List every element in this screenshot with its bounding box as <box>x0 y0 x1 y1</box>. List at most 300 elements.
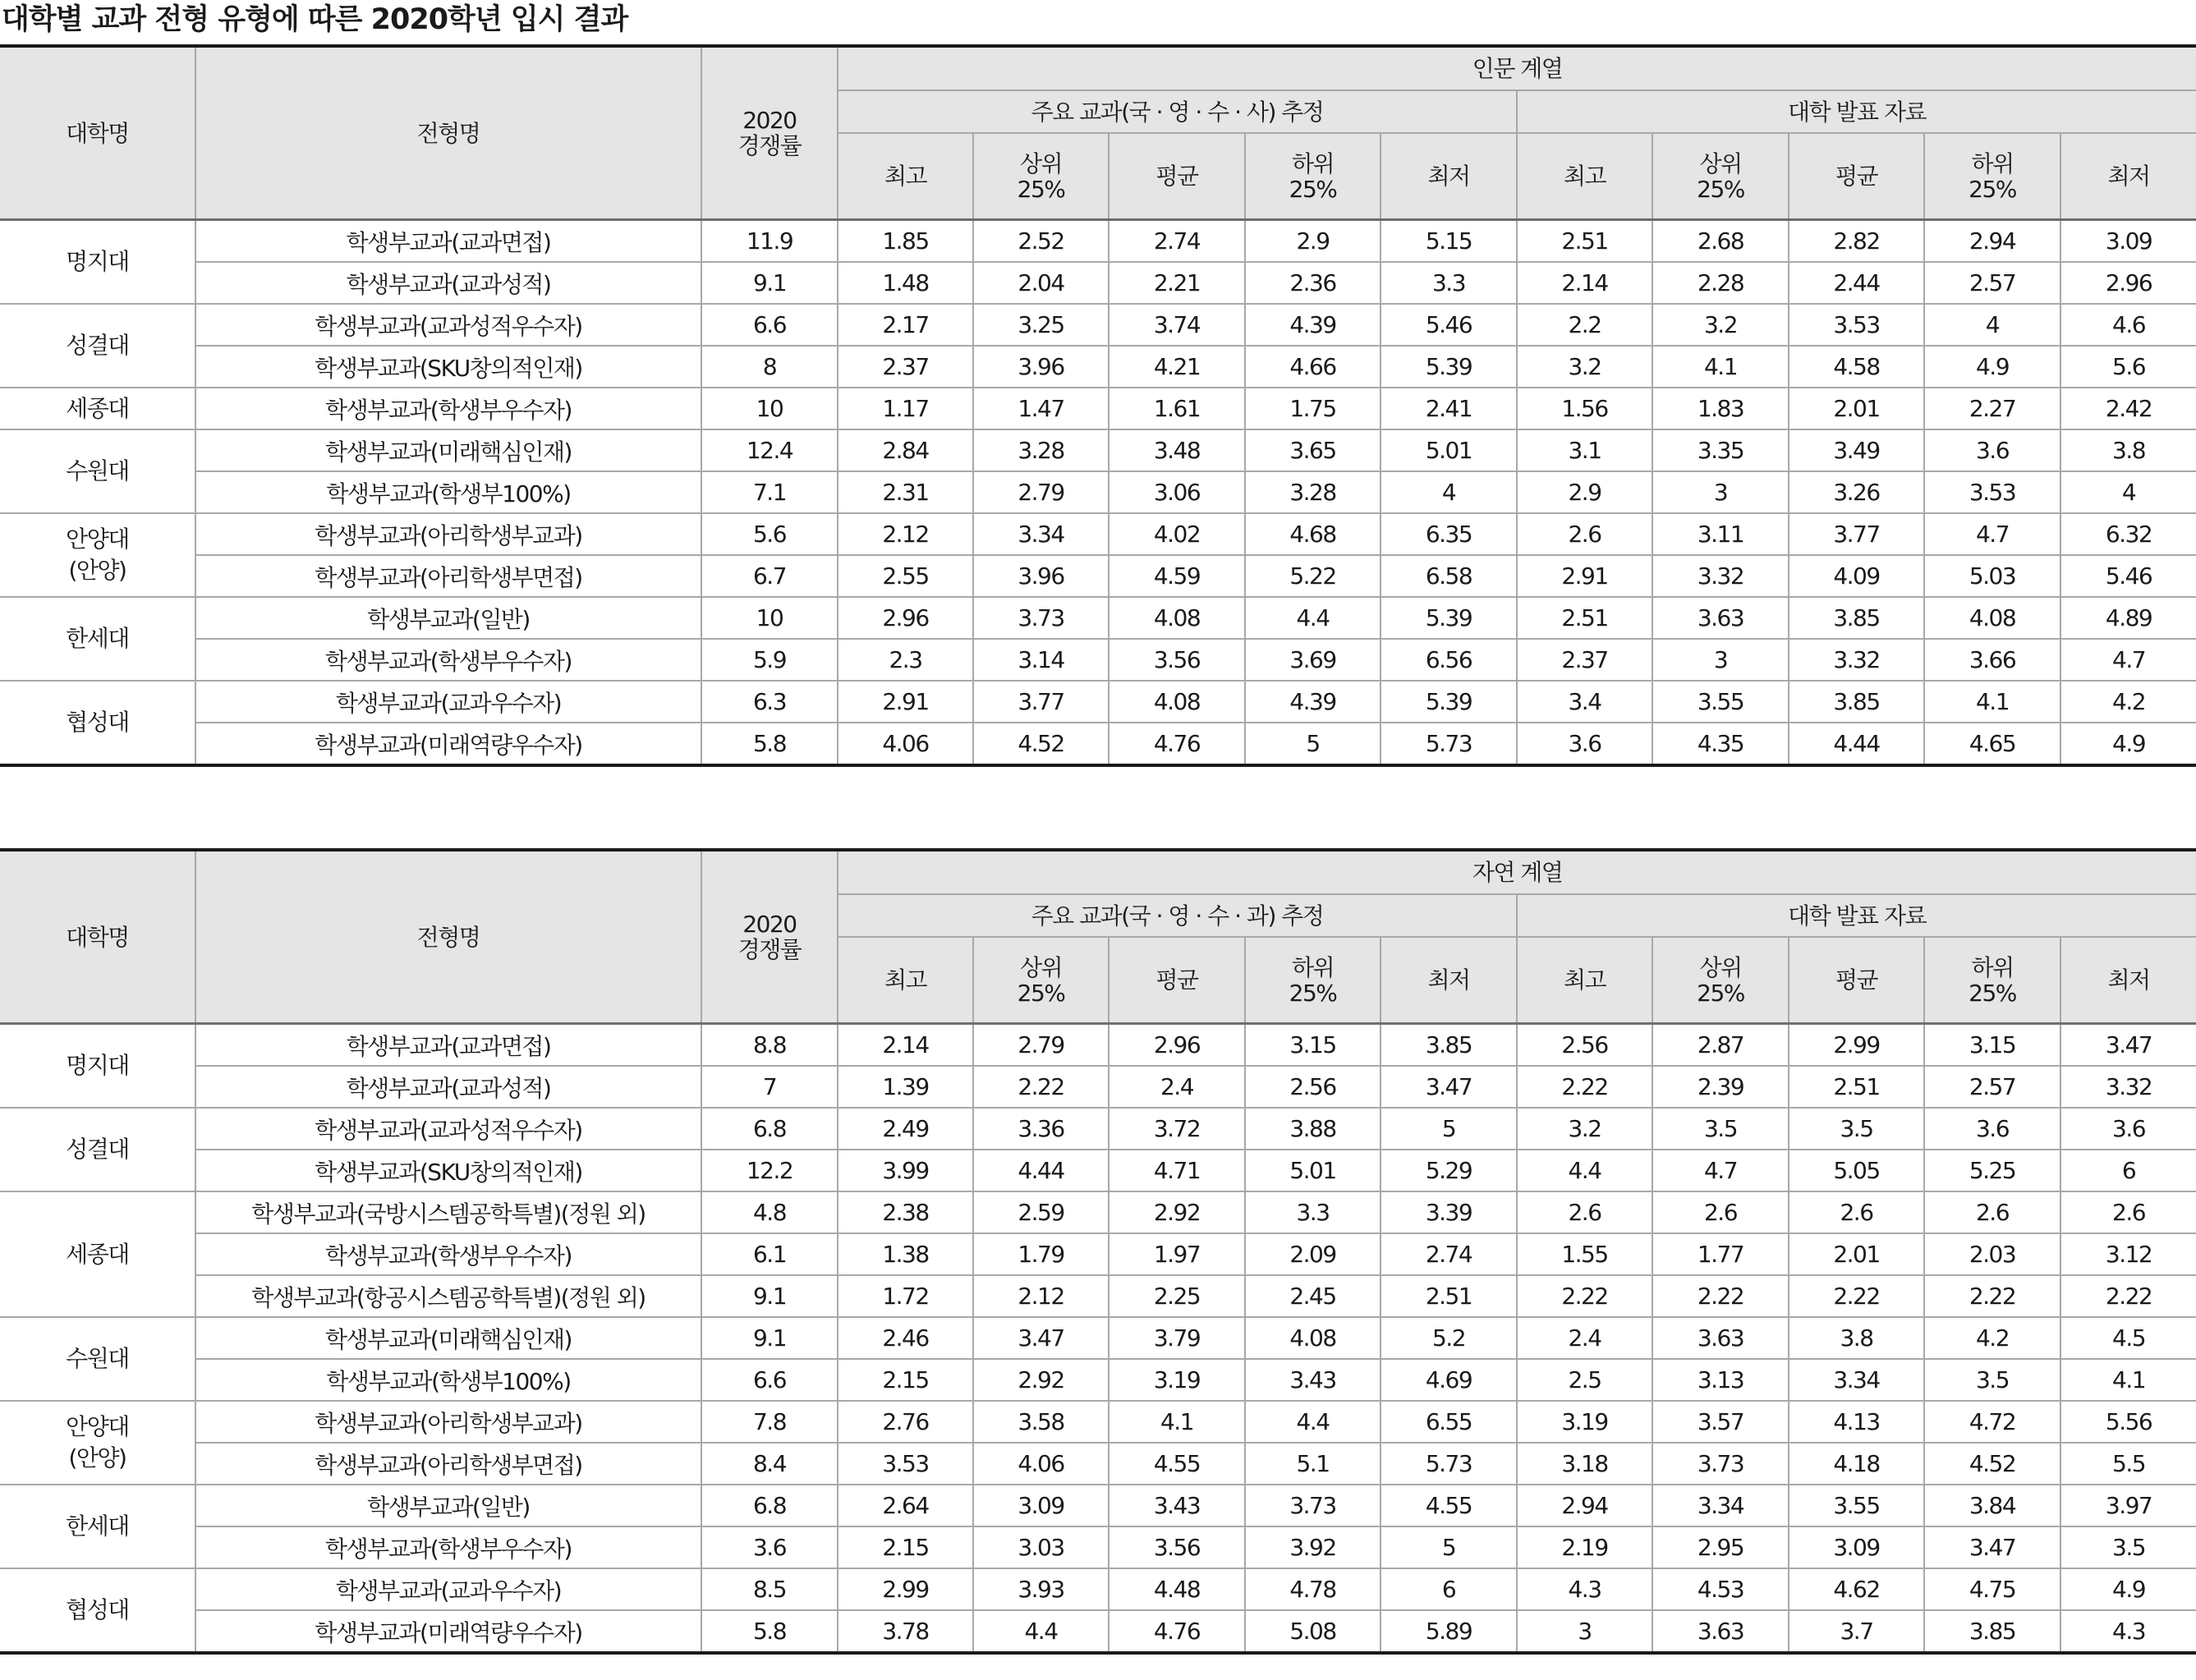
table-row <box>0 555 2196 597</box>
university-header: 대학명 <box>0 46 195 220</box>
estimated-lowest-cell: 6.58 <box>1381 555 1517 597</box>
estimated-average-cell: 4.02 <box>1109 513 1245 555</box>
estimated-average-cell: 3.43 <box>1109 1485 1245 1526</box>
official-data-header: 대학 발표 자료 <box>1517 894 2196 937</box>
estimated-highest-cell: 2.15 <box>838 1526 973 1568</box>
estimated-top-25-cell: 3.36 <box>973 1108 1109 1150</box>
estimated-lowest-cell: 5 <box>1381 1526 1517 1568</box>
competition-rate-cell: 6.8 <box>701 1108 838 1150</box>
competition-rate-cell: 7.8 <box>701 1401 838 1443</box>
estimated-highest-cell: 2.3 <box>838 639 973 681</box>
estimated-top-25-cell: 3.34 <box>973 513 1109 555</box>
official-bottom-25-cell: 4.52 <box>1924 1443 2060 1485</box>
official-top-25-cell: 3.63 <box>1652 597 1789 639</box>
estimated-average-cell: 4.59 <box>1109 555 1245 597</box>
official-highest-cell: 2.5 <box>1517 1359 1652 1401</box>
estimated-highest-cell: 2.14 <box>838 1024 973 1067</box>
field-group-header: 자연 계열 <box>838 850 2196 894</box>
estimated-lowest-cell: 3.47 <box>1381 1066 1517 1108</box>
university-name-cell: 성결대 <box>0 1108 195 1191</box>
estimated-average-cell: 4.71 <box>1109 1150 1245 1191</box>
official-data-header: 대학 발표 자료 <box>1517 90 2196 133</box>
official-lowest-cell: 3.09 <box>2060 220 2196 263</box>
table-row <box>0 346 2196 388</box>
estimated-lowest-cell: 6.55 <box>1381 1401 1517 1443</box>
official-top-25-header: 상위 25% <box>1652 133 1789 220</box>
estimated-average-cell: 1.61 <box>1109 388 1245 429</box>
official-bottom-25-cell: 2.57 <box>1924 1066 2060 1108</box>
competition-rate-cell: 9.1 <box>701 1275 838 1317</box>
official-highest-cell: 1.56 <box>1517 388 1652 429</box>
official-average-cell: 3.77 <box>1789 513 1924 555</box>
estimated-lowest-cell: 6.35 <box>1381 513 1517 555</box>
estimated-lowest-cell: 4.55 <box>1381 1485 1517 1526</box>
estimated-average-cell: 3.79 <box>1109 1317 1245 1359</box>
competition-rate-cell: 5.8 <box>701 1610 838 1653</box>
official-average-cell: 3.53 <box>1789 304 1924 346</box>
official-top-25-cell: 1.83 <box>1652 388 1789 429</box>
competition-rate-cell: 6.6 <box>701 304 838 346</box>
university-name-cell: 안양대 (안양) <box>0 1401 195 1485</box>
estimated-top-25-cell: 2.04 <box>973 262 1109 304</box>
estimated-lowest-cell: 4.69 <box>1381 1359 1517 1401</box>
official-average-cell: 3.85 <box>1789 597 1924 639</box>
estimated-highest-header: 최고 <box>838 133 973 220</box>
admission-type-cell: 학생부교과(미래핵심인재) <box>195 1317 701 1359</box>
table-row <box>0 471 2196 513</box>
university-name-cell: 세종대 <box>0 388 195 429</box>
estimated-lowest-cell: 5.73 <box>1381 1443 1517 1485</box>
official-average-cell: 4.58 <box>1789 346 1924 388</box>
estimated-bottom-25-header: 하위 25% <box>1245 937 1381 1024</box>
official-bottom-25-cell: 2.6 <box>1924 1191 2060 1233</box>
official-bottom-25-cell: 4.08 <box>1924 597 2060 639</box>
official-lowest-cell: 6 <box>2060 1150 2196 1191</box>
admission-type-cell: 학생부교과(국방시스템공학특별)(정원 외) <box>195 1191 701 1233</box>
estimated-bottom-25-cell: 2.56 <box>1245 1066 1381 1108</box>
admission-type-cell: 학생부교과(SKU창의적인재) <box>195 1150 701 1191</box>
university-name-cell: 성결대 <box>0 304 195 388</box>
estimated-highest-cell: 2.84 <box>838 429 973 471</box>
estimated-average-cell: 3.74 <box>1109 304 1245 346</box>
admission-type-cell: 학생부교과(교과성적) <box>195 1066 701 1108</box>
official-average-cell: 2.99 <box>1789 1024 1924 1067</box>
official-highest-cell: 3.4 <box>1517 681 1652 723</box>
estimated-top-25-cell: 3.03 <box>973 1526 1109 1568</box>
table-row <box>0 1233 2196 1275</box>
official-highest-cell: 2.91 <box>1517 555 1652 597</box>
estimated-lowest-cell: 5.39 <box>1381 346 1517 388</box>
official-top-25-cell: 2.95 <box>1652 1526 1789 1568</box>
official-lowest-cell: 3.8 <box>2060 429 2196 471</box>
estimated-highest-cell: 2.76 <box>838 1401 973 1443</box>
estimated-top-25-cell: 2.79 <box>973 471 1109 513</box>
official-top-25-cell: 3 <box>1652 471 1789 513</box>
estimated-bottom-25-cell: 5.22 <box>1245 555 1381 597</box>
official-top-25-cell: 2.22 <box>1652 1275 1789 1317</box>
estimated-grades-header: 주요 교과(국 · 영 · 수 · 과) 추정 <box>838 894 1517 937</box>
estimated-average-cell: 4.21 <box>1109 346 1245 388</box>
university-name-cell: 협성대 <box>0 1568 195 1653</box>
estimated-average-cell: 4.55 <box>1109 1443 1245 1485</box>
official-highest-cell: 3 <box>1517 1610 1652 1653</box>
estimated-highest-cell: 2.46 <box>838 1317 973 1359</box>
official-lowest-cell: 4.9 <box>2060 1568 2196 1610</box>
competition-rate-cell: 12.4 <box>701 429 838 471</box>
competition-rate-cell: 5.8 <box>701 723 838 765</box>
estimated-highest-cell: 3.53 <box>838 1443 973 1485</box>
official-lowest-header: 최저 <box>2060 937 2196 1024</box>
table-row <box>0 1191 2196 1233</box>
table-row <box>0 1485 2196 1526</box>
official-lowest-cell: 3.97 <box>2060 1485 2196 1526</box>
table-row <box>0 723 2196 765</box>
estimated-top-25-cell: 3.25 <box>973 304 1109 346</box>
official-average-cell: 3.5 <box>1789 1108 1924 1150</box>
estimated-lowest-cell: 2.74 <box>1381 1233 1517 1275</box>
field-group-header: 인문 계열 <box>838 46 2196 90</box>
estimated-average-cell: 4.08 <box>1109 681 1245 723</box>
competition-rate-cell: 8.5 <box>701 1568 838 1610</box>
estimated-highest-cell: 2.64 <box>838 1485 973 1526</box>
official-top-25-cell: 3.2 <box>1652 304 1789 346</box>
admission-type-header: 전형명 <box>195 46 701 220</box>
official-highest-header: 최고 <box>1517 133 1652 220</box>
official-top-25-cell: 3.5 <box>1652 1108 1789 1150</box>
estimated-lowest-cell: 6 <box>1381 1568 1517 1610</box>
estimated-highest-cell: 1.39 <box>838 1066 973 1108</box>
official-highest-header: 최고 <box>1517 937 1652 1024</box>
official-top-25-cell: 2.87 <box>1652 1024 1789 1067</box>
university-name-cell: 수원대 <box>0 429 195 513</box>
official-average-cell: 4.44 <box>1789 723 1924 765</box>
official-top-25-cell: 4.7 <box>1652 1150 1789 1191</box>
estimated-bottom-25-cell: 4.78 <box>1245 1568 1381 1610</box>
official-average-cell: 3.09 <box>1789 1526 1924 1568</box>
official-highest-cell: 3.2 <box>1517 346 1652 388</box>
official-average-cell: 2.01 <box>1789 1233 1924 1275</box>
official-highest-cell: 3.18 <box>1517 1443 1652 1485</box>
estimated-bottom-25-cell: 4.08 <box>1245 1317 1381 1359</box>
estimated-top-25-cell: 3.93 <box>973 1568 1109 1610</box>
official-lowest-cell: 5.56 <box>2060 1401 2196 1443</box>
official-top-25-cell: 1.77 <box>1652 1233 1789 1275</box>
estimated-bottom-25-cell: 4.4 <box>1245 597 1381 639</box>
admission-type-cell: 학생부교과(교과면접) <box>195 220 701 263</box>
competition-rate-cell: 7 <box>701 1066 838 1108</box>
competition-rate-label: 2020 경쟁률 <box>737 911 802 963</box>
estimated-top-25-cell: 4.44 <box>973 1150 1109 1191</box>
table-row <box>0 1526 2196 1568</box>
official-highest-cell: 4.3 <box>1517 1568 1652 1610</box>
table-row <box>0 1275 2196 1317</box>
official-highest-cell: 2.37 <box>1517 639 1652 681</box>
estimated-lowest-cell: 5.15 <box>1381 220 1517 263</box>
official-lowest-cell: 3.5 <box>2060 1526 2196 1568</box>
estimated-average-cell: 2.92 <box>1109 1191 1245 1233</box>
official-top-25-cell: 2.6 <box>1652 1191 1789 1233</box>
official-bottom-25-cell: 4.75 <box>1924 1568 2060 1610</box>
estimated-lowest-cell: 5.46 <box>1381 304 1517 346</box>
official-average-cell: 3.7 <box>1789 1610 1924 1653</box>
admission-type-cell: 학생부교과(교과성적) <box>195 262 701 304</box>
competition-rate-cell: 11.9 <box>701 220 838 263</box>
natural-sciences-results-table <box>0 848 2196 1655</box>
estimated-average-cell: 3.56 <box>1109 1526 1245 1568</box>
admission-type-cell: 학생부교과(교과성적우수자) <box>195 1108 701 1150</box>
estimated-highest-cell: 3.99 <box>838 1150 973 1191</box>
estimated-bottom-25-cell: 4.4 <box>1245 1401 1381 1443</box>
official-top-25-cell: 4.35 <box>1652 723 1789 765</box>
estimated-average-cell: 4.76 <box>1109 723 1245 765</box>
official-bottom-25-cell: 2.57 <box>1924 262 2060 304</box>
estimated-top-25-cell: 3.58 <box>973 1401 1109 1443</box>
estimated-bottom-25-cell: 4.39 <box>1245 681 1381 723</box>
estimated-lowest-cell: 3.3 <box>1381 262 1517 304</box>
estimated-top-25-cell: 1.47 <box>973 388 1109 429</box>
official-top-25-cell: 3.11 <box>1652 513 1789 555</box>
official-top-25-cell: 2.68 <box>1652 220 1789 263</box>
competition-rate-cell: 10 <box>701 597 838 639</box>
estimated-highest-cell: 2.12 <box>838 513 973 555</box>
estimated-average-cell: 3.56 <box>1109 639 1245 681</box>
competition-rate-cell: 9.1 <box>701 1317 838 1359</box>
official-lowest-cell: 4.1 <box>2060 1359 2196 1401</box>
official-top-25-cell: 3.63 <box>1652 1317 1789 1359</box>
official-average-cell: 2.6 <box>1789 1191 1924 1233</box>
estimated-lowest-cell: 5.01 <box>1381 429 1517 471</box>
official-bottom-25-cell: 3.47 <box>1924 1526 2060 1568</box>
official-lowest-cell: 5.46 <box>2060 555 2196 597</box>
table-row <box>0 304 2196 346</box>
official-average-cell: 3.55 <box>1789 1485 1924 1526</box>
estimated-lowest-cell: 3.85 <box>1381 1024 1517 1067</box>
estimated-average-cell: 3.48 <box>1109 429 1245 471</box>
official-highest-cell: 2.6 <box>1517 513 1652 555</box>
admission-type-cell: 학생부교과(학생부우수자) <box>195 1233 701 1275</box>
admission-type-cell: 학생부교과(학생부우수자) <box>195 388 701 429</box>
estimated-lowest-header: 최저 <box>1381 937 1517 1024</box>
estimated-top-25-cell: 3.96 <box>973 555 1109 597</box>
estimated-lowest-cell: 2.41 <box>1381 388 1517 429</box>
admission-type-cell: 학생부교과(항공시스템공학특별)(정원 외) <box>195 1275 701 1317</box>
admission-type-cell: 학생부교과(미래핵심인재) <box>195 429 701 471</box>
humanities-results-table <box>0 44 2196 767</box>
admission-type-cell: 학생부교과(SKU창의적인재) <box>195 346 701 388</box>
estimated-bottom-25-cell: 2.09 <box>1245 1233 1381 1275</box>
admission-type-cell: 학생부교과(학생부우수자) <box>195 1526 701 1568</box>
estimated-lowest-cell: 6.56 <box>1381 639 1517 681</box>
official-bottom-25-cell: 3.5 <box>1924 1359 2060 1401</box>
official-average-cell: 2.51 <box>1789 1066 1924 1108</box>
official-lowest-header: 최저 <box>2060 133 2196 220</box>
official-bottom-25-cell: 5.25 <box>1924 1150 2060 1191</box>
official-highest-cell: 4.4 <box>1517 1150 1652 1191</box>
estimated-top-25-cell: 2.12 <box>973 1275 1109 1317</box>
estimated-bottom-25-cell: 3.65 <box>1245 429 1381 471</box>
estimated-average-cell: 4.48 <box>1109 1568 1245 1610</box>
official-bottom-25-cell: 4.1 <box>1924 681 2060 723</box>
official-highest-cell: 2.22 <box>1517 1066 1652 1108</box>
competition-rate-header <box>701 850 838 1024</box>
estimated-average-header: 평균 <box>1109 133 1245 220</box>
admission-type-cell: 학생부교과(미래역량우수자) <box>195 723 701 765</box>
competition-rate-cell: 12.2 <box>701 1150 838 1191</box>
estimated-bottom-25-cell: 1.75 <box>1245 388 1381 429</box>
official-highest-cell: 2.9 <box>1517 471 1652 513</box>
official-lowest-cell: 4.9 <box>2060 723 2196 765</box>
official-bottom-25-cell: 4.9 <box>1924 346 2060 388</box>
table-row <box>0 1024 2196 1067</box>
estimated-bottom-25-cell: 5.08 <box>1245 1610 1381 1653</box>
estimated-bottom-25-cell: 3.28 <box>1245 471 1381 513</box>
official-highest-cell: 2.22 <box>1517 1275 1652 1317</box>
table-row <box>0 513 2196 555</box>
estimated-top-25-cell: 3.47 <box>973 1317 1109 1359</box>
official-average-cell: 2.44 <box>1789 262 1924 304</box>
estimated-highest-cell: 2.38 <box>838 1191 973 1233</box>
estimated-top-25-cell: 1.79 <box>973 1233 1109 1275</box>
estimated-bottom-25-cell: 4.39 <box>1245 304 1381 346</box>
official-bottom-25-cell: 4.65 <box>1924 723 2060 765</box>
official-top-25-header: 상위 25% <box>1652 937 1789 1024</box>
table-row <box>0 639 2196 681</box>
official-top-25-cell: 3.57 <box>1652 1401 1789 1443</box>
official-bottom-25-cell: 2.27 <box>1924 388 2060 429</box>
official-bottom-25-cell: 3.6 <box>1924 429 2060 471</box>
official-lowest-cell: 3.6 <box>2060 1108 2196 1150</box>
estimated-highest-cell: 2.37 <box>838 346 973 388</box>
estimated-bottom-25-cell: 3.43 <box>1245 1359 1381 1401</box>
competition-rate-cell: 3.6 <box>701 1526 838 1568</box>
table-row <box>0 1359 2196 1401</box>
competition-rate-cell: 6.6 <box>701 1359 838 1401</box>
official-lowest-cell: 3.32 <box>2060 1066 2196 1108</box>
official-top-25-cell: 3 <box>1652 639 1789 681</box>
estimated-lowest-cell: 5.73 <box>1381 723 1517 765</box>
estimated-top-25-cell: 4.52 <box>973 723 1109 765</box>
estimated-top-25-header: 상위 25% <box>973 133 1109 220</box>
estimated-top-25-cell: 2.22 <box>973 1066 1109 1108</box>
official-average-cell: 2.22 <box>1789 1275 1924 1317</box>
table-row <box>0 1150 2196 1191</box>
estimated-bottom-25-cell: 2.36 <box>1245 262 1381 304</box>
official-highest-cell: 2.94 <box>1517 1485 1652 1526</box>
university-name-cell: 한세대 <box>0 1485 195 1568</box>
official-bottom-25-cell: 2.03 <box>1924 1233 2060 1275</box>
estimated-bottom-25-cell: 3.92 <box>1245 1526 1381 1568</box>
estimated-top-25-cell: 3.14 <box>973 639 1109 681</box>
estimated-highest-cell: 2.99 <box>838 1568 973 1610</box>
official-highest-cell: 2.4 <box>1517 1317 1652 1359</box>
estimated-highest-cell: 1.48 <box>838 262 973 304</box>
table-row <box>0 220 2196 263</box>
estimated-highest-cell: 2.15 <box>838 1359 973 1401</box>
competition-rate-cell: 8 <box>701 346 838 388</box>
official-average-cell: 4.13 <box>1789 1401 1924 1443</box>
official-bottom-25-cell: 3.15 <box>1924 1024 2060 1067</box>
official-lowest-cell: 4.2 <box>2060 681 2196 723</box>
university-name-cell: 세종대 <box>0 1191 195 1317</box>
estimated-lowest-cell: 5.39 <box>1381 597 1517 639</box>
official-top-25-cell: 3.35 <box>1652 429 1789 471</box>
official-top-25-cell: 3.73 <box>1652 1443 1789 1485</box>
estimated-bottom-25-header: 하위 25% <box>1245 133 1381 220</box>
estimated-average-cell: 1.97 <box>1109 1233 1245 1275</box>
admission-type-cell: 학생부교과(교과우수자) <box>195 681 701 723</box>
competition-rate-cell: 5.9 <box>701 639 838 681</box>
official-lowest-cell: 2.22 <box>2060 1275 2196 1317</box>
official-top-25-cell: 2.28 <box>1652 262 1789 304</box>
admission-type-header: 전형명 <box>195 850 701 1024</box>
university-name-cell: 명지대 <box>0 1024 195 1109</box>
university-name-cell: 명지대 <box>0 220 195 305</box>
table-row <box>0 429 2196 471</box>
official-top-25-cell: 3.55 <box>1652 681 1789 723</box>
official-lowest-cell: 2.6 <box>2060 1191 2196 1233</box>
official-bottom-25-cell: 3.84 <box>1924 1485 2060 1526</box>
table-row <box>0 597 2196 639</box>
official-highest-cell: 3.2 <box>1517 1108 1652 1150</box>
official-bottom-25-cell: 5.03 <box>1924 555 2060 597</box>
estimated-highest-cell: 4.06 <box>838 723 973 765</box>
estimated-lowest-cell: 2.51 <box>1381 1275 1517 1317</box>
estimated-top-25-cell: 2.59 <box>973 1191 1109 1233</box>
official-lowest-cell: 4 <box>2060 471 2196 513</box>
official-top-25-cell: 3.63 <box>1652 1610 1789 1653</box>
admission-type-cell: 학생부교과(학생부100%) <box>195 1359 701 1401</box>
table-row <box>0 1568 2196 1610</box>
estimated-top-25-cell: 3.73 <box>973 597 1109 639</box>
official-lowest-cell: 4.5 <box>2060 1317 2196 1359</box>
official-lowest-cell: 6.32 <box>2060 513 2196 555</box>
estimated-highest-cell: 2.49 <box>838 1108 973 1150</box>
official-lowest-cell: 5.5 <box>2060 1443 2196 1485</box>
estimated-lowest-cell: 5.29 <box>1381 1150 1517 1191</box>
estimated-bottom-25-cell: 2.45 <box>1245 1275 1381 1317</box>
university-name-cell: 협성대 <box>0 681 195 765</box>
admission-type-cell: 학생부교과(아리학생부교과) <box>195 513 701 555</box>
estimated-lowest-cell: 5.89 <box>1381 1610 1517 1653</box>
estimated-highest-cell: 2.91 <box>838 681 973 723</box>
table-row <box>0 388 2196 429</box>
competition-rate-cell: 4.8 <box>701 1191 838 1233</box>
admission-type-cell: 학생부교과(일반) <box>195 597 701 639</box>
estimated-bottom-25-cell: 5.1 <box>1245 1443 1381 1485</box>
table-row <box>0 1401 2196 1443</box>
official-lowest-cell: 4.89 <box>2060 597 2196 639</box>
admission-type-cell: 학생부교과(아리학생부면접) <box>195 1443 701 1485</box>
official-average-cell: 5.05 <box>1789 1150 1924 1191</box>
estimated-lowest-cell: 3.39 <box>1381 1191 1517 1233</box>
official-average-cell: 3.32 <box>1789 639 1924 681</box>
official-average-cell: 3.26 <box>1789 471 1924 513</box>
admission-type-cell: 학생부교과(일반) <box>195 1485 701 1526</box>
official-average-cell: 4.18 <box>1789 1443 1924 1485</box>
table-row <box>0 1610 2196 1653</box>
official-lowest-cell: 3.47 <box>2060 1024 2196 1067</box>
estimated-average-cell: 4.08 <box>1109 597 1245 639</box>
estimated-average-cell: 2.4 <box>1109 1066 1245 1108</box>
document-title: 대학별 교과 전형 유형에 따른 2020학년 입시 결과 <box>2 3 628 36</box>
official-average-cell: 4.62 <box>1789 1568 1924 1610</box>
estimated-highest-cell: 1.85 <box>838 220 973 263</box>
table-row <box>0 1066 2196 1108</box>
estimated-lowest-cell: 5 <box>1381 1108 1517 1150</box>
estimated-highest-cell: 1.38 <box>838 1233 973 1275</box>
competition-rate-cell: 8.4 <box>701 1443 838 1485</box>
estimated-bottom-25-cell: 3.15 <box>1245 1024 1381 1067</box>
